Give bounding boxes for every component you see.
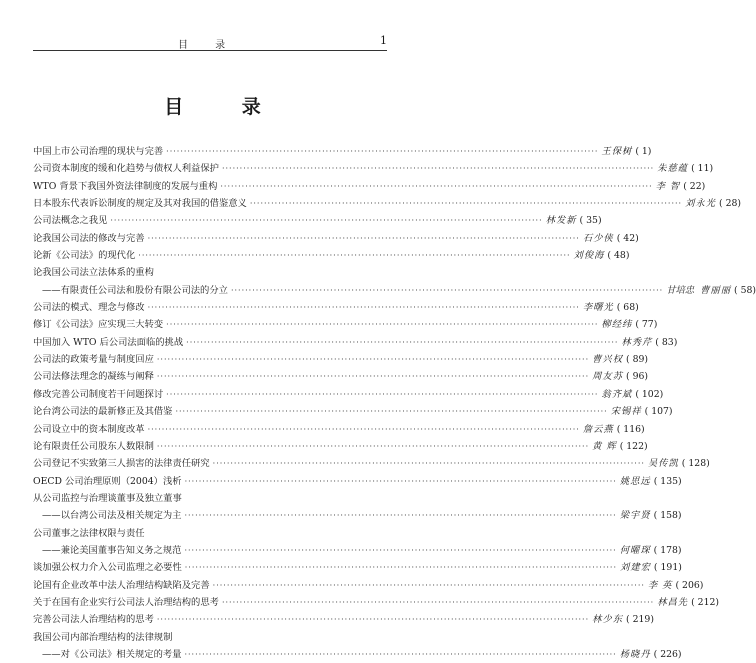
toc-entry-title: 公司董事之法律权限与责任	[33, 527, 145, 539]
toc-entry-author: 周友苏	[592, 371, 624, 383]
toc-entry	[33, 230, 639, 247]
toc-entry-title: 中国加入 WTO 后公司法面临的挑战	[33, 336, 184, 348]
toc-entry-title: 完善公司法人治理结构的思考	[33, 614, 154, 626]
toc-entry	[33, 299, 639, 316]
toc-entry	[33, 403, 673, 420]
toc-section-heading	[33, 264, 387, 281]
page-title: 目 录	[164, 96, 287, 118]
dot-leader	[222, 594, 654, 611]
toc-entry-page: ( 11)	[691, 163, 714, 175]
toc-entry-page: ( 28)	[718, 198, 742, 210]
toc-entry-page: ( 89)	[626, 354, 649, 366]
toc-entry-author: 刘建宏	[620, 562, 651, 574]
dot-leader	[157, 438, 589, 455]
toc-entry-page: ( 96)	[626, 371, 649, 383]
toc-entry-title: 论我国公司法的修改与完善	[33, 232, 145, 244]
toc-entry-title: 论有限责任公司股东人数限制	[33, 440, 154, 452]
toc-entry	[33, 646, 682, 663]
dot-leader	[166, 143, 598, 160]
toc-entry	[33, 559, 682, 576]
toc-section-heading	[33, 525, 387, 542]
toc-section-heading	[33, 490, 387, 507]
dot-leader	[184, 646, 616, 663]
toc-entry-author: 李 英	[647, 579, 673, 591]
toc-entry-title: WTO 背景下我国外资法律制度的发展与重构	[33, 180, 218, 192]
toc-entry	[33, 542, 682, 559]
toc-entry-page: ( 212)	[691, 596, 720, 608]
toc-entry	[33, 507, 682, 524]
dot-leader	[222, 160, 654, 177]
toc-entry-author: 黄 辉	[592, 440, 617, 452]
toc-entry	[33, 421, 645, 438]
toc-entry-title: 公司登记不实致第三人损害的法律责任研究	[33, 458, 210, 470]
toc-entry-title: 公司法概念之我见	[33, 215, 108, 227]
dot-leader	[138, 247, 570, 264]
toc-entry-page: ( 206)	[675, 579, 704, 591]
toc-entry-page: ( 83)	[655, 336, 678, 348]
dot-leader	[148, 299, 580, 316]
dot-leader	[166, 316, 598, 333]
toc-section-heading	[33, 629, 387, 646]
dot-leader	[157, 351, 589, 368]
toc-entry-title: 谈加强公权力介入公司监理之必要性	[33, 562, 182, 574]
toc-entry-page: ( 128)	[681, 458, 710, 470]
toc-entry	[33, 594, 720, 611]
toc-entry-title: 中国上市公司治理的现状与完善	[33, 146, 164, 157]
dot-leader	[250, 195, 682, 212]
toc-entry	[33, 577, 704, 594]
dot-leader	[110, 212, 542, 229]
toc-entry-title: 论我国公司法立法体系的重构	[33, 267, 154, 279]
toc-entry	[33, 351, 649, 368]
dot-leader	[148, 421, 580, 438]
toc-entry-page: ( 107)	[644, 406, 673, 418]
toc-entry	[33, 143, 652, 160]
toc-entry-author: 詹云燕	[582, 423, 614, 435]
toc-entry-page: ( 48)	[607, 250, 630, 262]
header-rule	[33, 50, 387, 51]
toc-entry	[33, 195, 742, 212]
toc-entry-title: 公司法修法理念的凝练与阐释	[33, 371, 154, 383]
toc-entry-page: ( 158)	[653, 510, 682, 522]
toc-entry-author: 宋锡祥	[610, 406, 642, 418]
dot-leader	[185, 473, 617, 490]
toc-entry-coauthor: 甘培忠	[666, 284, 695, 296]
toc-entry-author: 吴传凯	[647, 458, 679, 470]
toc-entry-title: 论国有企业改革中法人治理结构缺陷及完善	[33, 579, 210, 591]
toc-entry-author: 刘永光	[685, 198, 716, 210]
toc-entry-title: 论新《公司法》的现代化	[33, 250, 136, 262]
toc-entry-title: ——有限责任公司法和股份有限公司法的分立	[42, 284, 228, 296]
toc-entry-author: 林昌先	[657, 596, 689, 608]
dot-leader	[166, 386, 598, 403]
toc-entry-page: ( 1)	[635, 146, 652, 157]
toc-entry-page: ( 116)	[616, 423, 645, 435]
toc-entry-title: 公司法的政策考量与制度回应	[33, 354, 154, 366]
page-number: 1	[380, 34, 387, 47]
toc-entry-title: ——以台湾公司法及相关规定为主	[42, 510, 182, 522]
toc-entry	[33, 438, 648, 455]
toc-entry-page: ( 58)	[733, 284, 756, 296]
toc-entry-title: 公司设立中的资本制度改革	[33, 423, 145, 435]
toc-entry	[33, 368, 649, 385]
toc-entry-page: ( 77)	[635, 319, 658, 331]
toc-entry-author: 翁齐斌	[601, 388, 633, 400]
toc-entry-author: 李 智	[655, 180, 681, 192]
toc-entry-page: ( 219)	[626, 614, 654, 626]
toc-entry-author: 柳经纬	[601, 319, 633, 331]
toc-entry	[33, 247, 630, 264]
toc-entry-page: ( 226)	[653, 648, 682, 660]
toc-entry-title: 论台湾公司法的最新修正及其借鉴	[33, 406, 173, 418]
toc-entry	[33, 455, 710, 472]
toc-entry-author: 李曙光	[582, 302, 614, 314]
toc-entry	[33, 386, 664, 403]
toc-entry-author: 王保树	[601, 146, 633, 157]
toc-entry-author: 何曜琛	[619, 544, 651, 556]
toc-entry-title: 公司资本制度的缓和化趋势与债权人利益保护	[33, 163, 219, 175]
dot-leader	[184, 507, 616, 524]
toc-entry-author: 刘俊海	[573, 250, 605, 262]
toc-entry-author: 林发新	[545, 215, 577, 227]
toc-entry-title: 日本股东代表诉讼制度的规定及其对我国的借鉴意义	[33, 198, 247, 210]
toc-entry-page: ( 191)	[653, 562, 682, 574]
toc-entry	[33, 334, 678, 351]
dot-leader	[157, 368, 589, 385]
dot-leader	[220, 178, 652, 195]
toc-entry-title: 我国公司内部治理结构的法律规制	[33, 631, 173, 643]
dot-leader	[175, 403, 607, 420]
toc-entry	[33, 473, 682, 490]
running-header-title: 目 录	[178, 40, 238, 51]
table-of-contents	[33, 143, 756, 663]
dot-leader	[184, 542, 616, 559]
toc-entry-author: 曹丽丽	[700, 284, 731, 296]
toc-entry-author: 姚思远	[619, 475, 651, 487]
toc-entry-page: ( 68)	[616, 302, 639, 314]
toc-entry-page: ( 178)	[653, 544, 682, 556]
dot-leader	[157, 611, 589, 628]
toc-entry-author: 梁宇贤	[619, 510, 651, 522]
toc-entry	[33, 178, 706, 195]
toc-entry-author: 杨晓丹	[619, 648, 651, 660]
dot-leader	[185, 559, 617, 576]
running-header	[33, 34, 387, 51]
toc-entry-title: ——兼论美国董事告知义务之规范	[42, 544, 182, 556]
toc-entry-author: 石少侠	[582, 232, 614, 244]
toc-entry-title: 修订《公司法》应实现三大转变	[33, 319, 164, 331]
toc-entry	[33, 611, 654, 628]
toc-entry	[33, 160, 714, 177]
toc-entry-page: ( 102)	[635, 388, 664, 400]
toc-entry-author: 林秀芹	[621, 336, 653, 348]
dot-leader	[213, 577, 645, 594]
toc-entry	[33, 212, 602, 229]
toc-entry-page: ( 35)	[579, 215, 602, 227]
toc-entry-title: ——对《公司法》相关规定的考量	[42, 648, 182, 660]
toc-entry-author: 朱慈蕴	[657, 163, 689, 175]
dot-leader	[186, 334, 618, 351]
toc-entry-title: 关于在国有企业实行公司法人治理结构的思考	[33, 596, 219, 608]
toc-entry-author: 曹兴权	[592, 354, 624, 366]
toc-entry-title: 修改完善公司制度若干问题探讨	[33, 388, 164, 400]
toc-entry-title: 从公司监控与治理谈董事及独立董事	[33, 492, 182, 504]
toc-entry-page: ( 122)	[619, 440, 648, 452]
toc-entry	[33, 282, 756, 299]
dot-leader	[213, 455, 645, 472]
dot-leader	[231, 282, 663, 299]
toc-entry-author: 林少东	[592, 614, 624, 626]
dot-leader	[148, 230, 580, 247]
toc-entry	[33, 316, 658, 333]
toc-entry-page: ( 42)	[616, 232, 639, 244]
toc-entry-title: OECD 公司治理原则（2004）浅析	[33, 475, 182, 487]
toc-entry-title: 公司法的模式、理念与修改	[33, 302, 145, 314]
toc-entry-page: ( 135)	[653, 475, 682, 487]
toc-entry-page: ( 22)	[683, 180, 706, 192]
